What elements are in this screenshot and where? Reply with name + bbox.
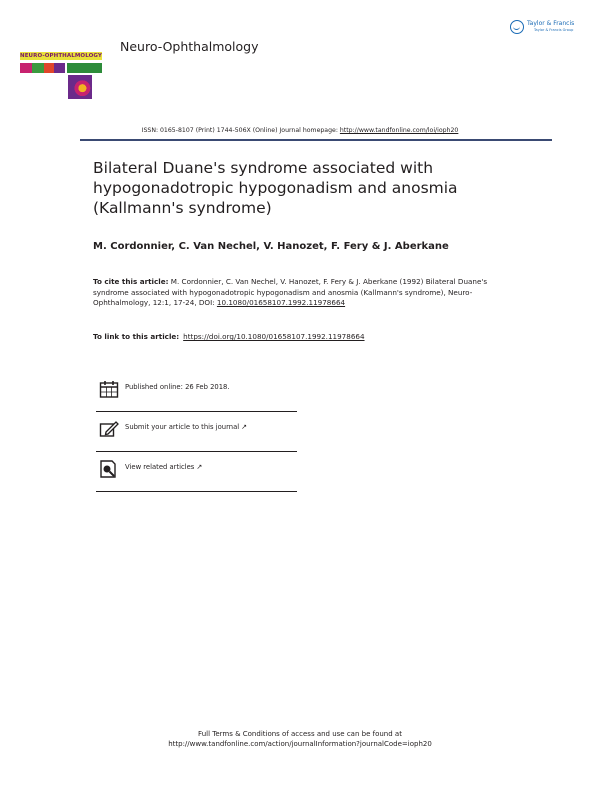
cover-strip: [32, 63, 44, 73]
issn-text: ISSN: 0165-8107 (Print) 1744-506X (Online) Journal homepage:: [141, 127, 340, 134]
published-row: [96, 372, 297, 412]
citation-block: [93, 277, 493, 309]
publisher-logo-icon: [510, 20, 524, 34]
cover-strip: [67, 63, 102, 73]
citation-text: M. Cordonnier, C. Van Nechel, V. Hanozet, F. Fery & J. Aberkane (1992) Bilateral Duane's syndrome associated with hypogonadotropic hypogonadism and anosmia (Kallmann's syndrome), Neuro-Ophthalmology, 12:1, 17-24, DOI:: [93, 277, 488, 308]
journal-cover-thumbnail: [20, 52, 102, 96]
publisher-subtitle: Taylor & Francis Group: [534, 28, 574, 32]
doi-link[interactable]: 10.1080/01658107.1992.11978664: [216, 298, 346, 308]
row-divider: [96, 491, 297, 493]
journal-homepage-link[interactable]: http://www.tandfonline.com/loi/ioph20: [339, 127, 459, 134]
cover-strip: [20, 63, 32, 73]
cover-strip: [54, 63, 65, 73]
cover-band: NEURO-OPHTHALMOLOGY: [20, 53, 102, 59]
search-related-icon: [99, 460, 119, 478]
article-authors: M. Cordonnier, C. Van Nechel, V. Hanozet, F. Fery & J. Aberkane: [93, 241, 449, 252]
citation-label: To cite this article:: [93, 277, 169, 286]
article-info-block: [96, 372, 297, 492]
published-date: Published online: 26 Feb 2018.: [125, 383, 230, 391]
publisher-logo[interactable]: [510, 18, 582, 40]
header-divider: [80, 139, 552, 141]
article-link-line: [93, 332, 365, 341]
issn-line: [0, 127, 600, 134]
submit-article-label: Submit your article to this journal: [125, 423, 240, 431]
cover-image: [68, 75, 92, 99]
article-link[interactable]: https://doi.org/10.1080/01658107.1992.11978664: [183, 332, 365, 341]
footer-terms-link[interactable]: http://www.tandfonline.com/action/journalInformation?journalCode=ioph20: [168, 740, 432, 748]
journal-name: Neuro-Ophthalmology: [120, 39, 259, 54]
external-link-icon: ↗: [196, 463, 203, 471]
link-label: To link to this article:: [93, 332, 180, 341]
external-link-icon: ↗: [241, 423, 248, 431]
article-title: Bilateral Duane's syndrome associated with hypogonadotropic hypogonadism and anosmia (Kallmann's syndrome): [93, 159, 458, 217]
submit-article-link[interactable]: [125, 423, 247, 431]
calendar-icon: [99, 380, 119, 398]
related-articles-link[interactable]: [125, 463, 202, 471]
publisher-name: Taylor & Francis: [527, 20, 575, 27]
footer-terms: [0, 729, 600, 749]
footer-terms-text: Full Terms & Conditions of access and use can be found at: [198, 730, 402, 738]
related-articles-row[interactable]: [96, 452, 297, 492]
related-articles-label: View related articles: [125, 463, 195, 471]
edit-icon: [99, 420, 119, 438]
submit-article-row[interactable]: [96, 412, 297, 452]
cover-strip: [44, 63, 54, 73]
